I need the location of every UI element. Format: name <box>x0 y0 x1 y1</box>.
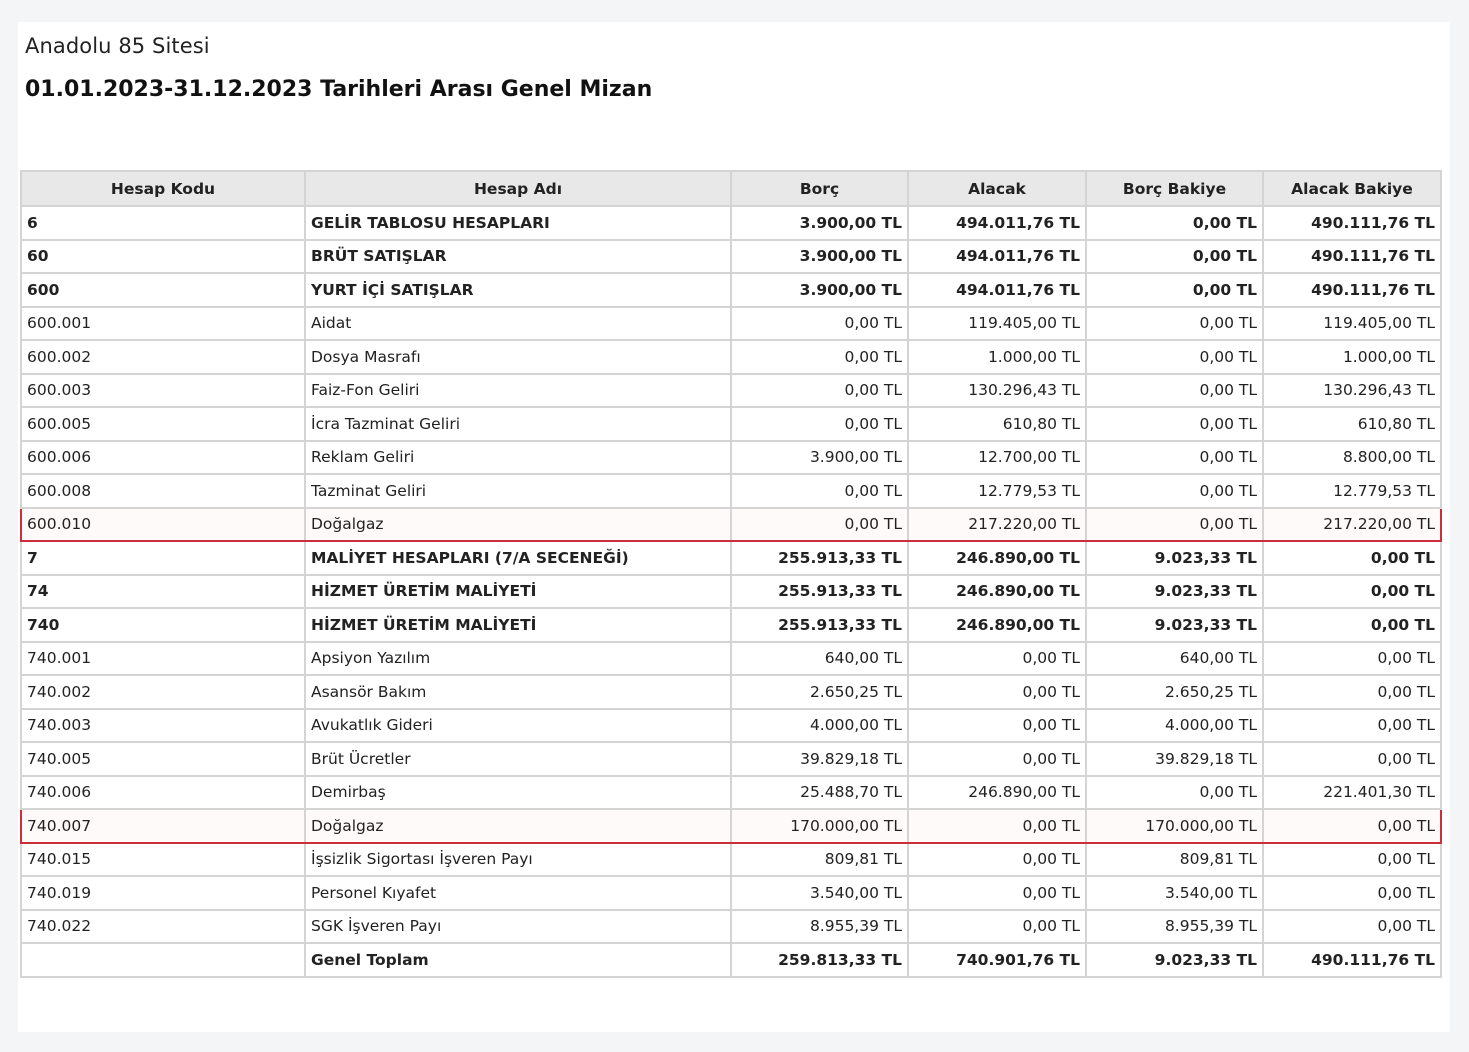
cell-borc-bakiye: 0,00 TL <box>1086 441 1263 475</box>
cell-alacak-bakiye: 0,00 TL <box>1263 910 1441 944</box>
cell-alacak-bakiye: 0,00 TL <box>1263 876 1441 910</box>
cell-hesap-kodu: 740.005 <box>21 742 305 776</box>
cell-alacak: 119.405,00 TL <box>908 307 1086 341</box>
cell-borc: 170.000,00 TL <box>731 809 908 843</box>
cell-alacak: 217.220,00 TL <box>908 508 1086 542</box>
cell-borc: 4.000,00 TL <box>731 709 908 743</box>
cell-borc-bakiye: 8.955,39 TL <box>1086 910 1263 944</box>
cell-alacak: 12.779,53 TL <box>908 474 1086 508</box>
table-row[interactable] <box>21 876 1441 910</box>
table-row[interactable] <box>21 541 1441 575</box>
cell-hesap-adi: Apsiyon Yazılım <box>305 642 731 676</box>
cell-borc: 25.488,70 TL <box>731 776 908 810</box>
cell-hesap-adi: SGK İşveren Payı <box>305 910 731 944</box>
cell-alacak-bakiye: 0,00 TL <box>1263 575 1441 609</box>
column-header-alacak[interactable]: Alacak <box>908 171 1086 206</box>
cell-alacak: 0,00 TL <box>908 876 1086 910</box>
cell-alacak: 0,00 TL <box>908 742 1086 776</box>
cell-hesap-adi: Tazminat Geliri <box>305 474 731 508</box>
table-row[interactable] <box>21 809 1441 843</box>
table-row[interactable] <box>21 642 1441 676</box>
table-row[interactable] <box>21 441 1441 475</box>
cell-alacak-bakiye: 0,00 TL <box>1263 742 1441 776</box>
cell-borc-bakiye: 2.650,25 TL <box>1086 675 1263 709</box>
cell-alacak-bakiye: 0,00 TL <box>1263 642 1441 676</box>
cell-hesap-adi: Asansör Bakım <box>305 675 731 709</box>
cell-alacak: 246.890,00 TL <box>908 541 1086 575</box>
cell-alacak-bakiye: 0,00 TL <box>1263 843 1441 877</box>
column-header-hesap-adi[interactable]: Hesap Adı <box>305 171 731 206</box>
cell-borc: 0,00 TL <box>731 407 908 441</box>
cell-alacak: 494.011,76 TL <box>908 240 1086 274</box>
cell-borc-bakiye: 9.023,33 TL <box>1086 575 1263 609</box>
cell-hesap-kodu: 740.002 <box>21 675 305 709</box>
cell-alacak-bakiye: 490.111,76 TL <box>1263 206 1441 240</box>
cell-borc-bakiye: 0,00 TL <box>1086 474 1263 508</box>
table-row[interactable] <box>21 508 1441 542</box>
cell-borc-bakiye: 0,00 TL <box>1086 340 1263 374</box>
cell-alacak: 610,80 TL <box>908 407 1086 441</box>
cell-alacak-bakiye: 610,80 TL <box>1263 407 1441 441</box>
cell-hesap-adi: MALİYET HESAPLARI (7/A SECENEĞİ) <box>305 541 731 575</box>
cell-hesap-kodu: 740.019 <box>21 876 305 910</box>
cell-alacak: 246.890,00 TL <box>908 608 1086 642</box>
cell-borc: 0,00 TL <box>731 374 908 408</box>
table-row[interactable] <box>21 240 1441 274</box>
cell-alacak-bakiye: 12.779,53 TL <box>1263 474 1441 508</box>
table-row[interactable] <box>21 776 1441 810</box>
table-row[interactable] <box>21 709 1441 743</box>
cell-borc: 39.829,18 TL <box>731 742 908 776</box>
cell-hesap-adi: Brüt Ücretler <box>305 742 731 776</box>
cell-hesap-adi: Genel Toplam <box>305 943 731 977</box>
cell-alacak: 1.000,00 TL <box>908 340 1086 374</box>
cell-hesap-adi: İşsizlik Sigortası İşveren Payı <box>305 843 731 877</box>
cell-alacak: 0,00 TL <box>908 843 1086 877</box>
table-row[interactable] <box>21 474 1441 508</box>
table-row[interactable] <box>21 374 1441 408</box>
cell-hesap-adi: YURT İÇİ SATIŞLAR <box>305 273 731 307</box>
cell-hesap-kodu: 6 <box>21 206 305 240</box>
cell-hesap-kodu: 740.001 <box>21 642 305 676</box>
cell-hesap-kodu: 74 <box>21 575 305 609</box>
cell-alacak-bakiye: 130.296,43 TL <box>1263 374 1441 408</box>
cell-borc-bakiye: 9.023,33 TL <box>1086 608 1263 642</box>
trial-balance-table <box>20 170 1442 978</box>
cell-alacak: 246.890,00 TL <box>908 776 1086 810</box>
cell-hesap-kodu: 600.006 <box>21 441 305 475</box>
cell-alacak: 12.700,00 TL <box>908 441 1086 475</box>
cell-alacak: 0,00 TL <box>908 910 1086 944</box>
cell-hesap-kodu <box>21 943 305 977</box>
cell-hesap-adi: Doğalgaz <box>305 508 731 542</box>
cell-alacak: 740.901,76 TL <box>908 943 1086 977</box>
cell-alacak-bakiye: 221.401,30 TL <box>1263 776 1441 810</box>
cell-hesap-kodu: 600.005 <box>21 407 305 441</box>
cell-alacak-bakiye: 0,00 TL <box>1263 608 1441 642</box>
cell-alacak: 494.011,76 TL <box>908 206 1086 240</box>
cell-hesap-kodu: 600.008 <box>21 474 305 508</box>
cell-borc: 0,00 TL <box>731 508 908 542</box>
cell-hesap-adi: BRÜT SATIŞLAR <box>305 240 731 274</box>
cell-borc-bakiye: 0,00 TL <box>1086 206 1263 240</box>
cell-borc: 0,00 TL <box>731 307 908 341</box>
cell-borc: 255.913,33 TL <box>731 608 908 642</box>
cell-hesap-adi: Avukatlık Gideri <box>305 709 731 743</box>
site-name: Anadolu 85 Sitesi <box>25 34 210 58</box>
cell-borc-bakiye: 0,00 TL <box>1086 407 1263 441</box>
table-row[interactable] <box>21 206 1441 240</box>
report-title: 01.01.2023-31.12.2023 Tarihleri Arası Genel Mizan <box>25 77 653 102</box>
cell-borc: 3.900,00 TL <box>731 206 908 240</box>
cell-alacak-bakiye: 119.405,00 TL <box>1263 307 1441 341</box>
cell-alacak-bakiye: 8.800,00 TL <box>1263 441 1441 475</box>
table-row[interactable] <box>21 307 1441 341</box>
cell-borc: 3.900,00 TL <box>731 273 908 307</box>
cell-hesap-adi: HİZMET ÜRETİM MALİYETİ <box>305 608 731 642</box>
cell-alacak: 130.296,43 TL <box>908 374 1086 408</box>
cell-hesap-adi: İcra Tazminat Geliri <box>305 407 731 441</box>
cell-borc-bakiye: 809,81 TL <box>1086 843 1263 877</box>
cell-borc: 640,00 TL <box>731 642 908 676</box>
table-row[interactable] <box>21 910 1441 944</box>
cell-alacak: 246.890,00 TL <box>908 575 1086 609</box>
cell-alacak-bakiye: 0,00 TL <box>1263 675 1441 709</box>
cell-alacak-bakiye: 490.111,76 TL <box>1263 240 1441 274</box>
cell-hesap-kodu: 600 <box>21 273 305 307</box>
cell-alacak-bakiye: 0,00 TL <box>1263 809 1441 843</box>
cell-borc: 0,00 TL <box>731 340 908 374</box>
cell-borc-bakiye: 3.540,00 TL <box>1086 876 1263 910</box>
cell-alacak-bakiye: 0,00 TL <box>1263 709 1441 743</box>
cell-hesap-kodu: 740.007 <box>21 809 305 843</box>
cell-alacak-bakiye: 217.220,00 TL <box>1263 508 1441 542</box>
cell-hesap-adi: Dosya Masrafı <box>305 340 731 374</box>
cell-borc: 3.900,00 TL <box>731 240 908 274</box>
cell-borc-bakiye: 0,00 TL <box>1086 307 1263 341</box>
table-row[interactable] <box>21 608 1441 642</box>
table-row[interactable] <box>21 742 1441 776</box>
cell-alacak-bakiye: 490.111,76 TL <box>1263 943 1441 977</box>
cell-hesap-kodu: 60 <box>21 240 305 274</box>
cell-borc: 255.913,33 TL <box>731 541 908 575</box>
cell-borc-bakiye: 0,00 TL <box>1086 273 1263 307</box>
cell-borc: 2.650,25 TL <box>731 675 908 709</box>
cell-borc-bakiye: 0,00 TL <box>1086 374 1263 408</box>
cell-hesap-adi: GELİR TABLOSU HESAPLARI <box>305 206 731 240</box>
table-row[interactable] <box>21 843 1441 877</box>
column-header-hesap-kodu[interactable]: Hesap Kodu <box>21 171 305 206</box>
table-header-row <box>21 171 1441 206</box>
cell-borc-bakiye: 0,00 TL <box>1086 776 1263 810</box>
cell-borc-bakiye: 0,00 TL <box>1086 508 1263 542</box>
cell-borc-bakiye: 640,00 TL <box>1086 642 1263 676</box>
cell-borc-bakiye: 170.000,00 TL <box>1086 809 1263 843</box>
cell-borc: 255.913,33 TL <box>731 575 908 609</box>
cell-hesap-adi: Doğalgaz <box>305 809 731 843</box>
cell-borc-bakiye: 39.829,18 TL <box>1086 742 1263 776</box>
table-row[interactable] <box>21 407 1441 441</box>
cell-hesap-adi: HİZMET ÜRETİM MALİYETİ <box>305 575 731 609</box>
table-row[interactable] <box>21 273 1441 307</box>
cell-hesap-kodu: 7 <box>21 541 305 575</box>
cell-hesap-adi: Aidat <box>305 307 731 341</box>
table-row[interactable] <box>21 675 1441 709</box>
cell-hesap-kodu: 740 <box>21 608 305 642</box>
cell-hesap-adi: Demirbaş <box>305 776 731 810</box>
cell-hesap-adi: Faiz-Fon Geliri <box>305 374 731 408</box>
cell-alacak: 0,00 TL <box>908 642 1086 676</box>
table-body <box>21 206 1441 977</box>
cell-hesap-kodu: 600.001 <box>21 307 305 341</box>
table-row[interactable] <box>21 575 1441 609</box>
table-row[interactable] <box>21 340 1441 374</box>
cell-alacak: 0,00 TL <box>908 675 1086 709</box>
cell-borc: 8.955,39 TL <box>731 910 908 944</box>
column-header-alacak-bakiye[interactable]: Alacak Bakiye <box>1263 171 1441 206</box>
cell-borc: 259.813,33 TL <box>731 943 908 977</box>
column-header-borc[interactable]: Borç <box>731 171 908 206</box>
cell-hesap-kodu: 600.010 <box>21 508 305 542</box>
cell-borc-bakiye: 0,00 TL <box>1086 240 1263 274</box>
cell-borc: 809,81 TL <box>731 843 908 877</box>
cell-hesap-kodu: 740.006 <box>21 776 305 810</box>
cell-hesap-kodu: 740.022 <box>21 910 305 944</box>
cell-hesap-kodu: 600.002 <box>21 340 305 374</box>
cell-hesap-kodu: 600.003 <box>21 374 305 408</box>
cell-alacak-bakiye: 0,00 TL <box>1263 541 1441 575</box>
cell-alacak-bakiye: 1.000,00 TL <box>1263 340 1441 374</box>
total-row[interactable] <box>21 943 1441 977</box>
cell-hesap-adi: Personel Kıyafet <box>305 876 731 910</box>
cell-borc: 3.900,00 TL <box>731 441 908 475</box>
cell-borc-bakiye: 4.000,00 TL <box>1086 709 1263 743</box>
cell-hesap-kodu: 740.015 <box>21 843 305 877</box>
cell-alacak: 0,00 TL <box>908 809 1086 843</box>
cell-hesap-adi: Reklam Geliri <box>305 441 731 475</box>
cell-borc: 3.540,00 TL <box>731 876 908 910</box>
cell-alacak: 0,00 TL <box>908 709 1086 743</box>
cell-alacak: 494.011,76 TL <box>908 273 1086 307</box>
column-header-borc-bakiye[interactable]: Borç Bakiye <box>1086 171 1263 206</box>
report-sheet <box>18 22 1450 1032</box>
cell-borc-bakiye: 9.023,33 TL <box>1086 943 1263 977</box>
cell-alacak-bakiye: 490.111,76 TL <box>1263 273 1441 307</box>
cell-borc: 0,00 TL <box>731 474 908 508</box>
cell-hesap-kodu: 740.003 <box>21 709 305 743</box>
cell-borc-bakiye: 9.023,33 TL <box>1086 541 1263 575</box>
